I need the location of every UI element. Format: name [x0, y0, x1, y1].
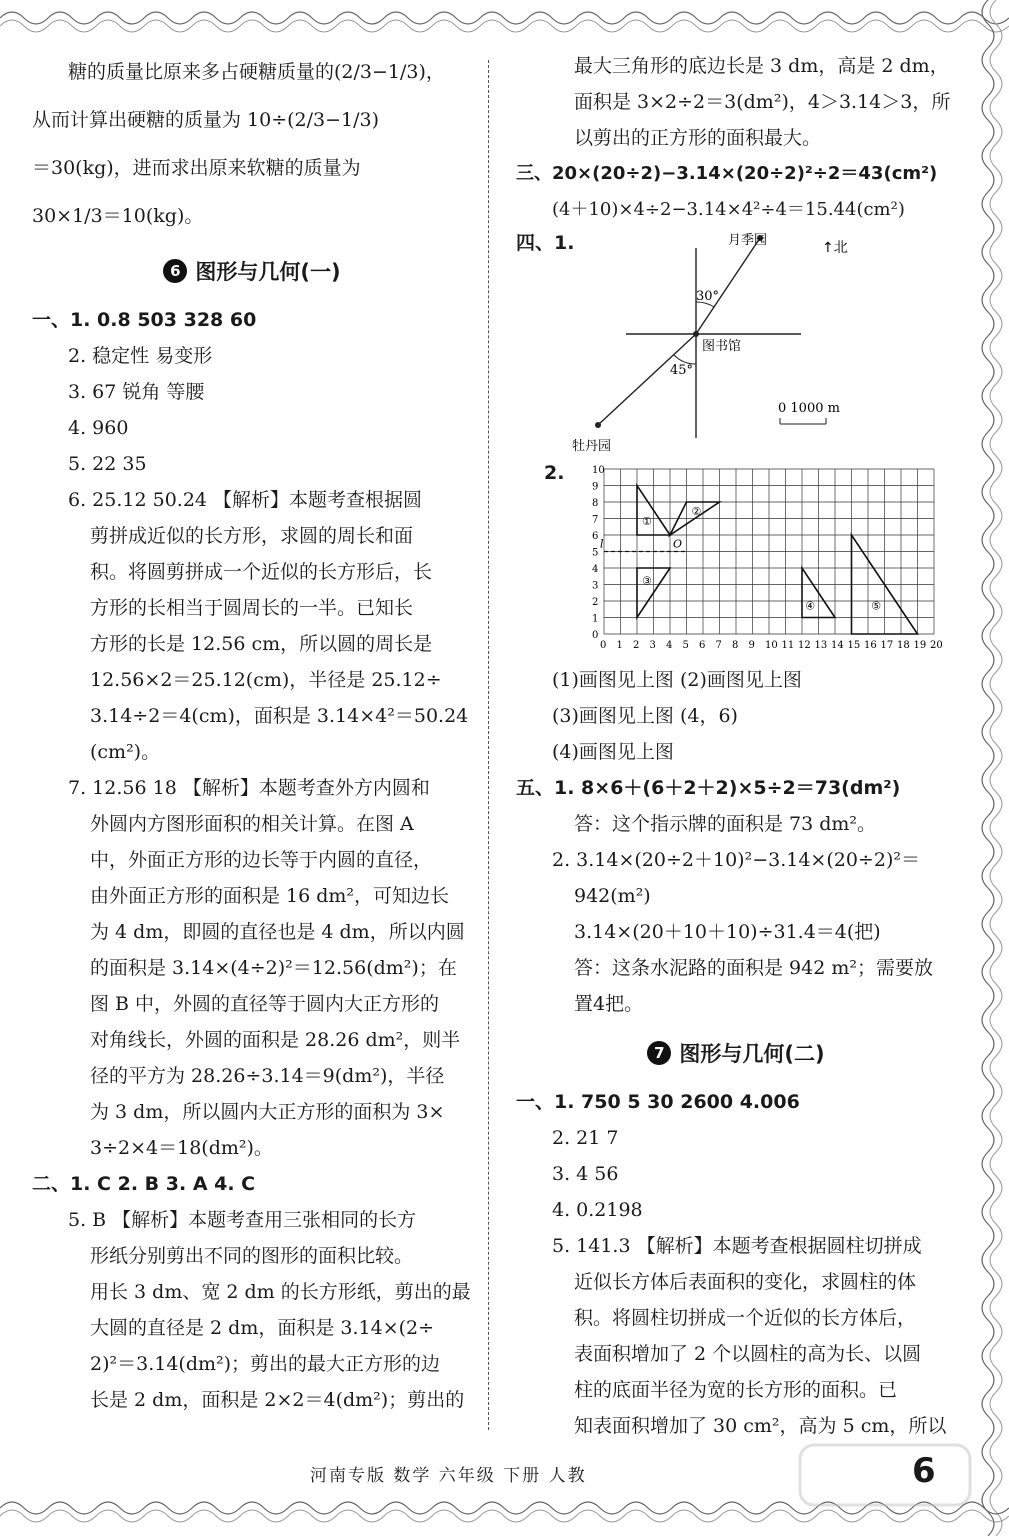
- answer-line: 图 B 中，外圆的直径等于圆内大正方形的: [90, 993, 440, 1015]
- top-wave-border: [0, 0, 1009, 40]
- section-7-heading: [516, 1028, 956, 1078]
- section-number-badge: 7: [647, 1041, 671, 1065]
- q4-2-label: 2.: [544, 462, 565, 484]
- route-to-moon-garden: [696, 238, 760, 334]
- section-6-heading: [32, 246, 472, 296]
- answer-line: 近似长方体后表面积的变化，求圆柱的体: [574, 1271, 917, 1293]
- shape-label: ①: [641, 515, 652, 529]
- shape-label: ④: [805, 599, 816, 613]
- answer-line: 用长 3 dm、宽 2 dm 的长方形纸，剪出的最: [90, 1281, 471, 1303]
- x-tick-label: 5: [682, 640, 689, 651]
- y-tick-label: 5: [592, 547, 599, 559]
- answer-line: 5. 22 35: [68, 453, 147, 475]
- x-tick-label: 4: [666, 640, 673, 651]
- answer-line: 二、1. C 2. B 3. A 4. C: [32, 1173, 256, 1195]
- answer-line: 2. 稳定性 易变形: [68, 345, 213, 367]
- answer-line: 方形的长是 12.56 cm，所以圆的周长是: [90, 633, 433, 655]
- map-diagram: [516, 228, 956, 458]
- answer-line: 以剪出的正方形的面积最大。: [574, 127, 822, 149]
- x-tick-label: 9: [748, 640, 755, 651]
- answer-line: 知表面积增加了 30 cm²，高为 5 cm，所以: [574, 1415, 947, 1437]
- library-label: 图书馆: [702, 339, 742, 354]
- answer-line: 942(m²): [574, 885, 651, 907]
- answer-line: 答：这条水泥路的面积是 942 m²；需要放: [574, 957, 933, 979]
- x-tick-label: 15: [847, 640, 861, 651]
- answer-line: 12.56×2＝25.12(cm)，半径是 25.12÷: [90, 669, 442, 691]
- answer-line: 剪拼成近似的长方形，求圆的周长和面: [90, 525, 414, 547]
- angle-45-label: 45°: [670, 363, 694, 378]
- right-wave-border: [968, 0, 1008, 1536]
- library-point: [693, 331, 699, 337]
- grid-figure: [516, 458, 956, 662]
- answer-line: (4＋10)×4÷2−3.14×4²÷4＝15.44(cm²): [552, 199, 905, 220]
- x-tick-label: 7: [715, 640, 722, 651]
- x-tick-label: 6: [699, 640, 706, 651]
- answer-line: 五、1. 8×6＋(6＋2＋2)×5÷2＝73(dm²): [516, 777, 901, 799]
- answer-line: 3.14÷2＝4(cm)，面积是 3.14×4²＝50.24: [90, 705, 469, 727]
- x-tick-label: 13: [814, 640, 828, 651]
- x-tick-label: 8: [732, 640, 739, 651]
- shape-label: ②: [691, 505, 702, 519]
- coordinate-grid: [516, 458, 956, 662]
- answer-line: 5. 141.3 【解析】本题考查根据圆柱切拼成: [552, 1235, 922, 1257]
- x-tick-label: 12: [798, 640, 811, 651]
- left-column: [32, 48, 472, 1418]
- scale-label: 0 1000 m: [778, 401, 840, 416]
- answer-line: 4. 0.2198: [552, 1199, 643, 1221]
- north-arrow: ↑北: [822, 240, 848, 256]
- x-tick-label: 1: [616, 640, 623, 651]
- y-tick-label: 1: [592, 613, 599, 625]
- x-tick-label: 0: [600, 640, 607, 651]
- section-number-badge: 6: [163, 259, 187, 283]
- y-tick-label: 4: [592, 564, 599, 575]
- answer-line: 3÷2×4＝18(dm²)。: [90, 1137, 273, 1159]
- answer-line: 2. 3.14×(20÷2＋10)²−3.14×(20÷2)²＝: [552, 849, 920, 871]
- intro-line: 糖的质量比原来多占硬糖质量的(2/3−1/3)，: [68, 61, 445, 83]
- answer-line: 形纸分别剪出不同的图形的面积比较。: [90, 1245, 414, 1267]
- answer-line: 2)²＝3.14(dm²)；剪出的最大正方形的边: [90, 1353, 441, 1375]
- y-tick-label: 3: [592, 580, 599, 592]
- answer-line: 为 3 dm，所以圆内大正方形的面积为 3×: [90, 1101, 445, 1123]
- x-tick-label: 2: [633, 640, 640, 651]
- answer-line: 对角线长，外圆的面积是 28.26 dm²，则半: [90, 1029, 461, 1051]
- footer-text: 河南专版 数学 六年级 下册 人教: [310, 1466, 587, 1486]
- right-column: [516, 48, 956, 1444]
- answer-line: 径的平方为 28.26÷3.14＝9(dm²)，半径: [90, 1065, 445, 1087]
- moon-garden-label: 月季园: [728, 233, 768, 248]
- peony-garden-point: [595, 422, 601, 428]
- watermark-logo: [790, 1425, 990, 1525]
- x-tick-label: 18: [897, 640, 910, 651]
- shape-label: ③: [641, 574, 652, 588]
- answer-line: 6. 25.12 50.24 【解析】本题考查根据圆: [68, 489, 423, 511]
- answer-line: 最大三角形的底边长是 3 dm，高是 2 dm，: [574, 55, 949, 77]
- angle-30-label: 30°: [696, 289, 720, 304]
- y-tick-label: 8: [592, 498, 599, 509]
- y-tick-label: 6: [592, 531, 599, 542]
- x-tick-label: 19: [913, 640, 927, 651]
- answer-line: 的面积是 3.14×(4÷2)²＝12.56(dm²)；在: [90, 957, 457, 979]
- y-tick-label: 0: [592, 630, 599, 641]
- answer-line: 一、1. 750 5 30 2600 4.006: [516, 1091, 800, 1113]
- intro-line: 从而计算出硬糖的质量为 10÷(2/3−1/3): [32, 109, 380, 131]
- intro-line: ＝30(kg)，进而求出原来软糖的质量为: [32, 157, 361, 179]
- x-tick-label: 17: [880, 640, 894, 651]
- answer-line: 外圆内方图形面积的相关计算。在图 A: [90, 813, 414, 835]
- answer-line: 积。将圆剪拼成一个近似的长方形后，长: [90, 561, 433, 583]
- answer-line: 4. 960: [68, 417, 129, 439]
- answer-line: (1)画图见上图 (2)画图见上图: [552, 669, 802, 691]
- answer-line: 3. 4 56: [552, 1163, 619, 1185]
- x-tick-label: 20: [930, 640, 943, 651]
- answer-line: 长是 2 dm，面积是 2×2＝4(dm²)；剪出的: [90, 1389, 465, 1411]
- answer-line: 置4把。: [574, 993, 644, 1015]
- answer-line: 中，外面正方形的边长等于内圆的直径，: [90, 849, 433, 871]
- route-to-peony-garden: [598, 334, 696, 425]
- answer-line: 5. B 【解析】本题考查用三张相同的长方: [68, 1209, 417, 1231]
- column-divider: [488, 60, 489, 1430]
- section-title: 图形与几何(二): [679, 1042, 825, 1066]
- answer-line: 7. 12.56 18 【解析】本题考查外方内圆和: [68, 777, 430, 799]
- y-tick-label: 9: [592, 481, 599, 493]
- answer-line: 由外面正方形的面积是 16 dm²，可知边长: [90, 885, 450, 907]
- q4-label: 四、1.: [516, 232, 575, 254]
- answer-line: 柱的底面半径为宽的长方形的面积。已: [574, 1379, 898, 1401]
- y-tick-label: 2: [592, 597, 599, 608]
- shape-label: ⑤: [871, 599, 882, 613]
- answer-line: 面积是 3×2÷2＝3(dm²)，4＞3.14＞3，所: [574, 91, 951, 113]
- answer-line: 答：这个指示牌的面积是 73 dm²。: [574, 813, 877, 835]
- answer-line: (3)画图见上图 (4，6): [552, 705, 738, 727]
- y-tick-label: 10: [592, 465, 605, 476]
- x-tick-label: 14: [831, 640, 844, 651]
- answer-line: 方形的长相当于圆周长的一半。已知长: [90, 597, 414, 619]
- origin-o-label: O: [673, 537, 683, 551]
- x-tick-label: 3: [649, 640, 656, 651]
- answer-line: 2. 21 7: [552, 1127, 619, 1149]
- answer-line: 3. 67 锐角 等腰: [68, 381, 205, 403]
- answer-line: 大圆的直径是 2 dm，面积是 3.14×(2÷: [90, 1317, 435, 1339]
- answer-line: (cm²)。: [90, 741, 161, 763]
- section-title: 图形与几何(一): [195, 260, 341, 284]
- intro-line: 30×1/3＝10(kg)。: [32, 205, 204, 227]
- answer-line: 3.14×(20＋10＋10)÷31.4＝4(把): [574, 921, 881, 943]
- answer-line: 表面积增加了 2 个以圆柱的高为长、以圆: [574, 1343, 922, 1365]
- x-tick-label: 11: [781, 640, 795, 651]
- symmetry-line-label: l: [600, 537, 604, 551]
- y-tick-label: 7: [592, 514, 599, 526]
- peony-garden-label: 牡丹园: [572, 439, 612, 454]
- answer-line: 三、20×(20÷2)−3.14×(20÷2)²÷2＝43(cm²): [516, 163, 938, 184]
- answer-line: (4)画图见上图: [552, 741, 674, 763]
- answer-line: 一、1. 0.8 503 328 60: [32, 309, 257, 331]
- map-figure: [516, 228, 956, 458]
- x-tick-label: 16: [864, 640, 877, 651]
- answer-line: 为 4 dm，即圆的直径也是 4 dm，所以内圆: [90, 921, 465, 943]
- answer-line: 积。将圆柱切拼成一个近似的长方体后，: [574, 1307, 917, 1329]
- x-tick-label: 10: [765, 640, 778, 651]
- page-number: 6: [912, 1451, 936, 1491]
